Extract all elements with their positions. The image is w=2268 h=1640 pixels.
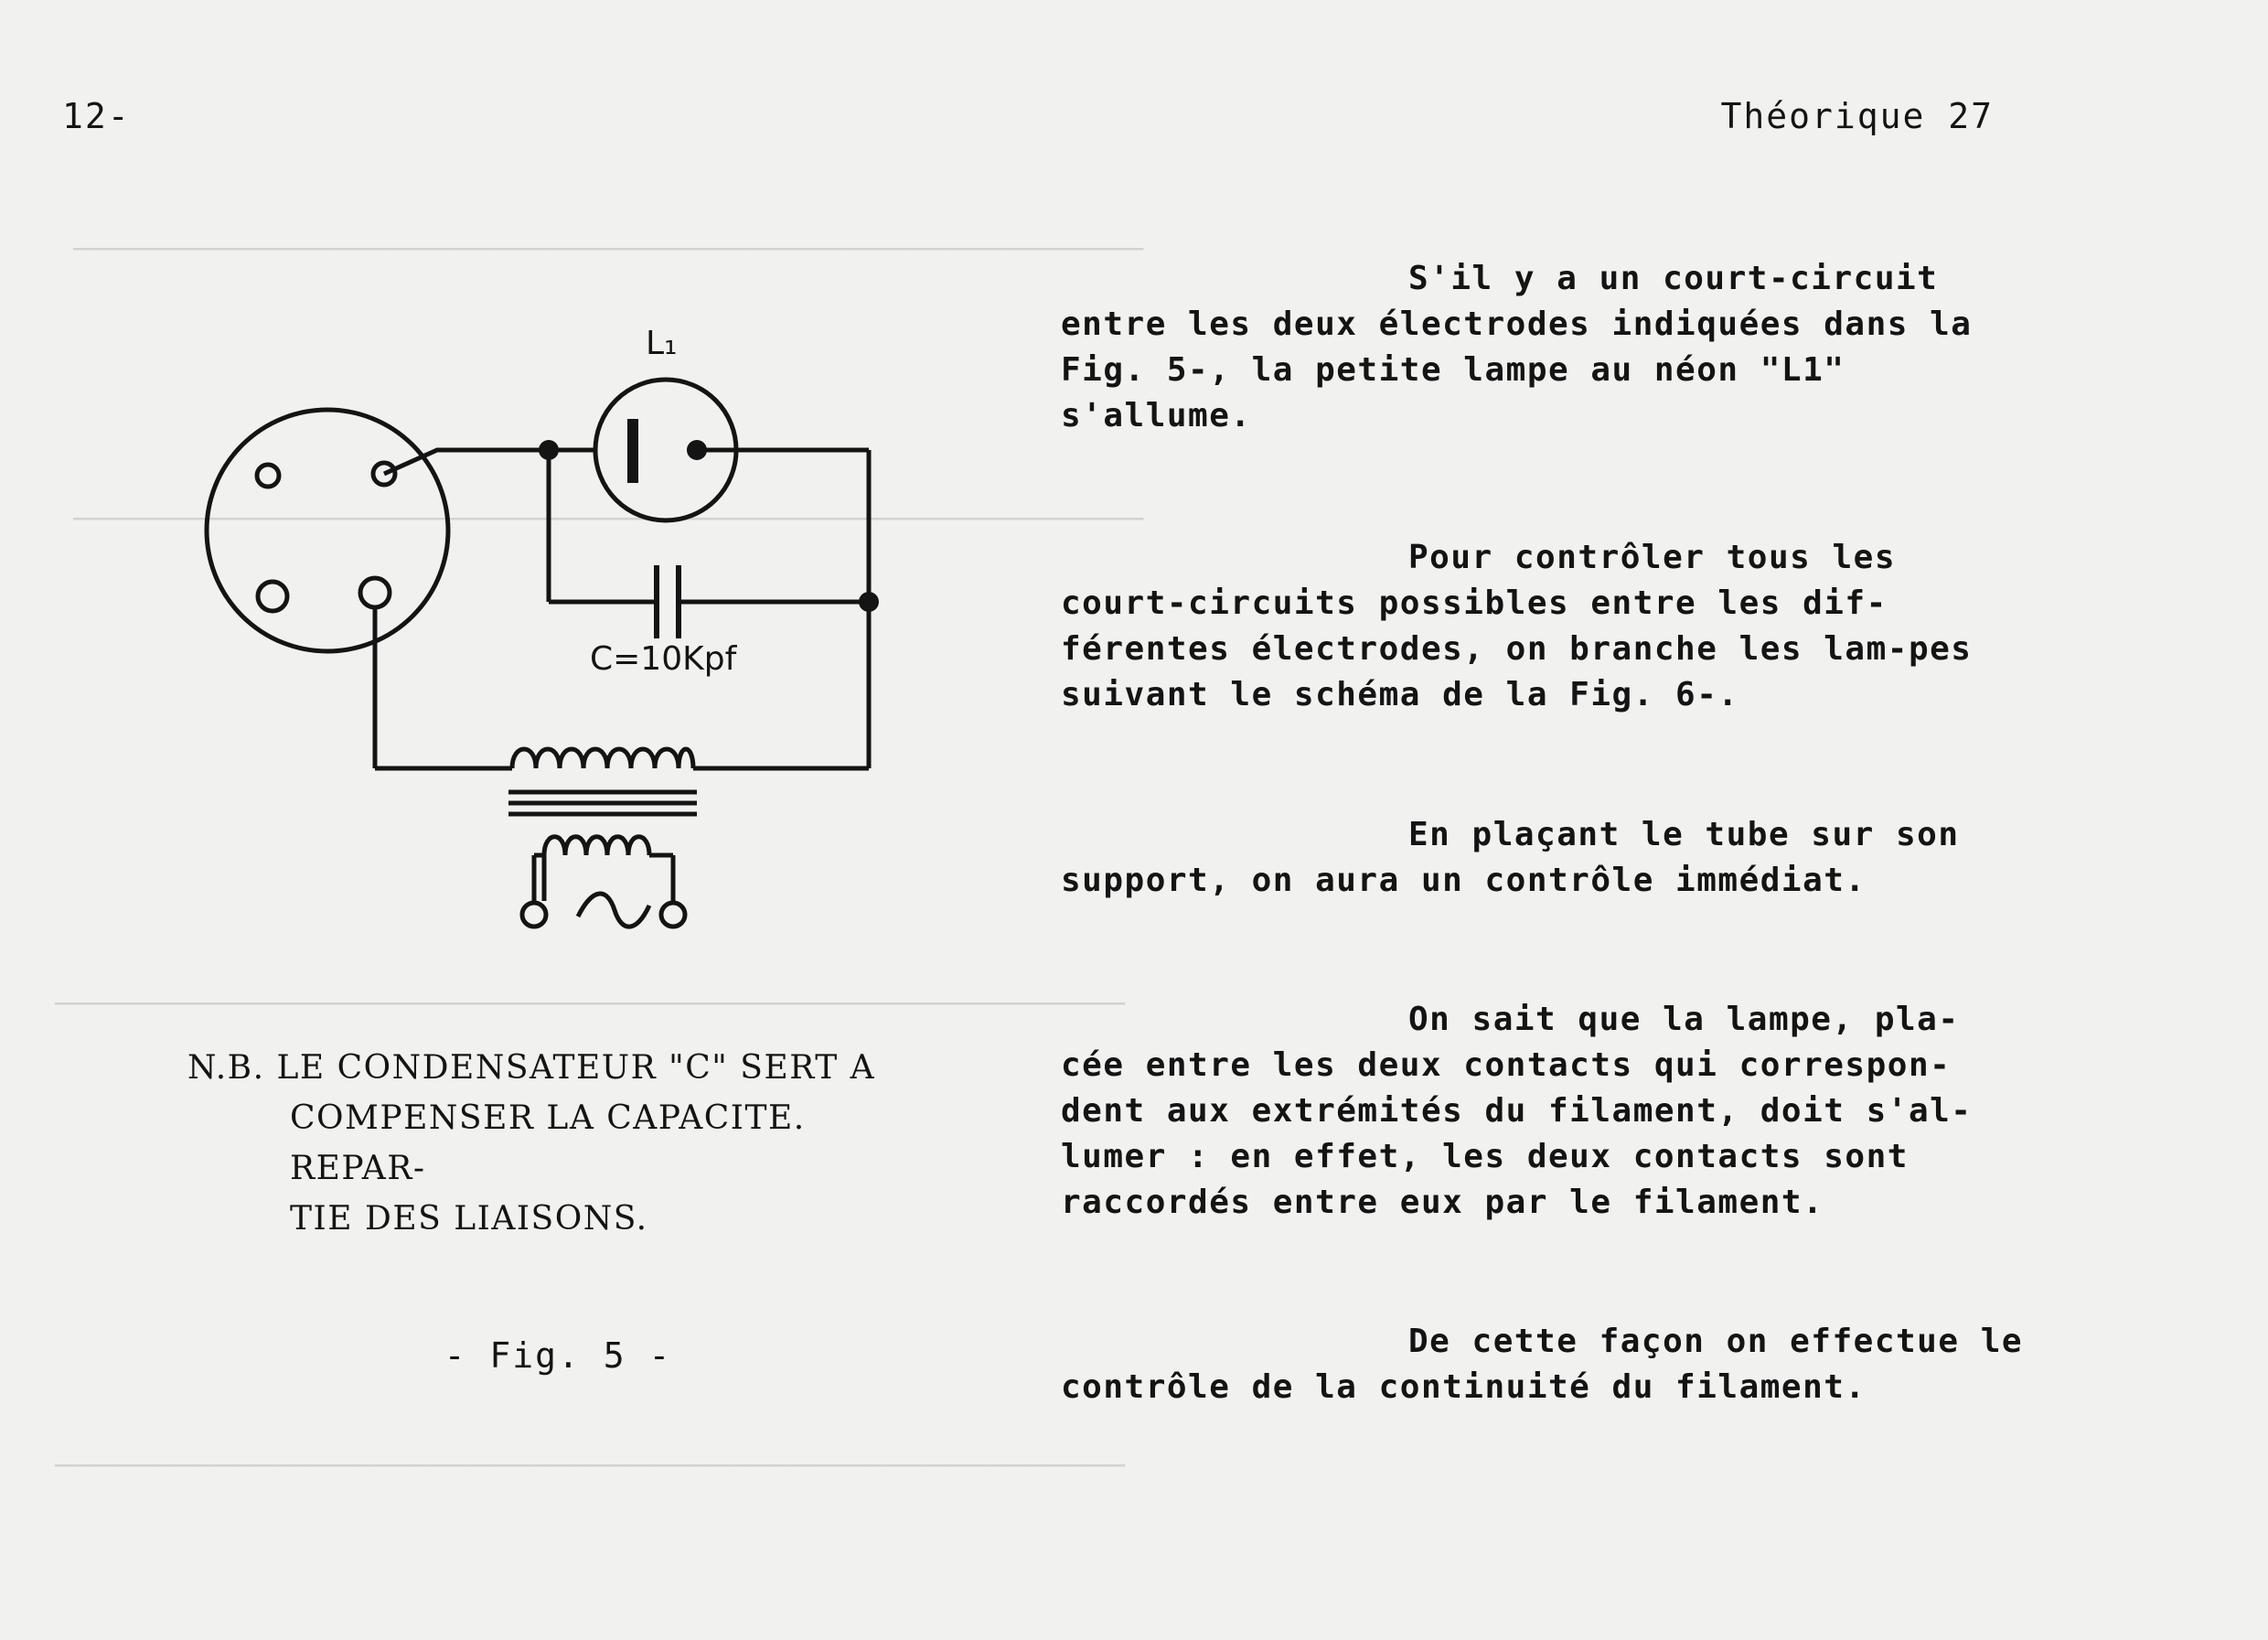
paragraph: En plaçant le tube sur son support, on aura un contrôle immédiat.	[1061, 816, 1960, 899]
paragraph: S'il y a un court-circuit entre les deux électrodes indiquées dans la Fig. 5-, la petite lampe au néon "L1" s'allume.	[1061, 260, 1973, 434]
bleed-through-text: ——————————————————————————————————————————————————————	[55, 1445, 1126, 1483]
capacitor-label: C=10Kpf	[590, 640, 737, 678]
paragraph: On sait que la lampe, pla- cée entre les deux contacts qui correspon-dent aux extrémités du filament, doit s'al-lumer : en effet, les deux contacts sont raccordés entre eux par le filament.	[1061, 1001, 1973, 1221]
paragraph: Pour contrôler tous les court-circuits possibles entre les dif-férentes électrodes, on branche les lam-pes suivant le schéma de la Fig. 6-.	[1061, 539, 1973, 713]
socket-pin	[258, 582, 287, 611]
bleed-through-text: ——————————————————————————————————————————————————————	[73, 498, 1144, 536]
transformer-primary	[512, 749, 693, 768]
paragraph: De cette façon on effectue le contrôle de la continuité du filament.	[1061, 1323, 2024, 1406]
section-title: Théorique 27	[1720, 96, 1994, 136]
figure-caption: - Fig. 5 -	[444, 1335, 672, 1376]
lamp-label: L₁	[646, 325, 678, 362]
junction-dot	[539, 440, 559, 460]
terminal	[661, 903, 685, 927]
bleed-through-text: ——————————————————————————————————————————————————————	[55, 983, 1126, 1021]
figure-note	[187, 1043, 937, 1244]
junction-dot	[859, 592, 879, 612]
lamp-electrode	[687, 440, 707, 460]
circuit-diagram	[0, 0, 1006, 1006]
note-line: TIE DES LIAISONS.	[290, 1200, 648, 1238]
bleed-through-text: ——————————————————————————————————————————————————————	[73, 229, 1144, 266]
tube-socket	[207, 410, 448, 651]
socket-pin	[257, 465, 279, 487]
socket-pin	[360, 578, 390, 607]
note-line: COMPENSER LA CAPACITE. REPAR-	[290, 1099, 806, 1187]
note-line: N.B. LE CONDENSATEUR "C" SERT A	[187, 1049, 876, 1087]
terminal	[522, 903, 546, 927]
page-number: 12-	[62, 96, 131, 136]
transformer-secondary	[544, 837, 649, 855]
ac-symbol	[578, 894, 649, 927]
